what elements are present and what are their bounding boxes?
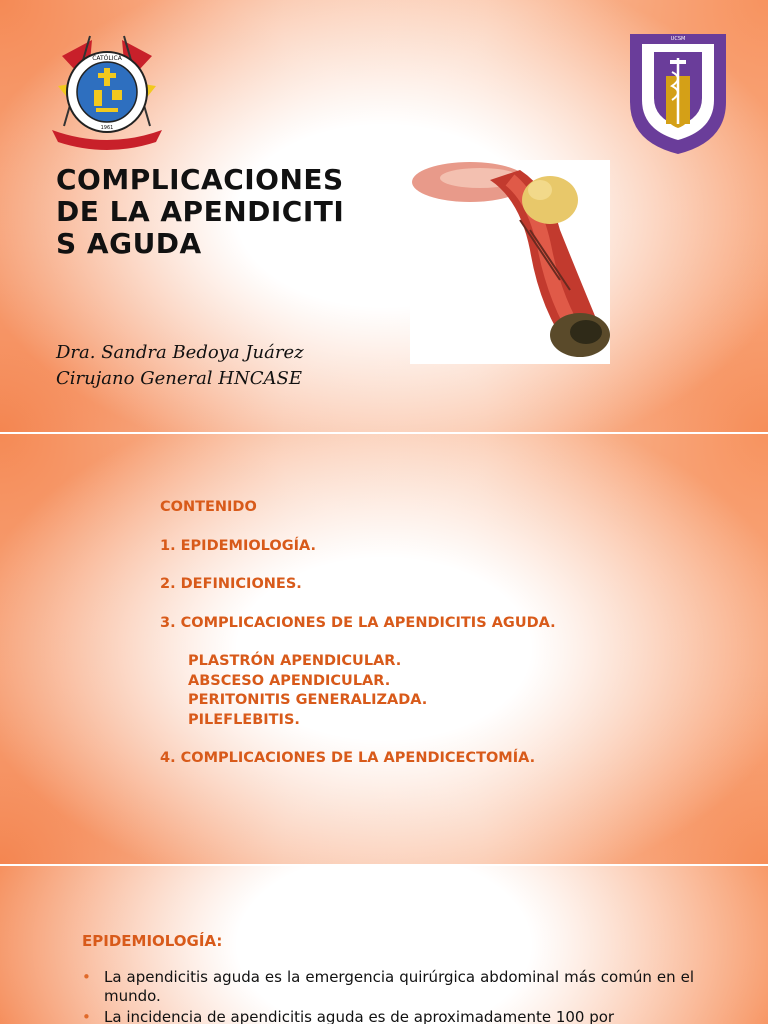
shield-top-text: UCSM xyxy=(670,36,686,42)
bullet-icon: • xyxy=(82,1008,91,1024)
list-item xyxy=(82,1008,694,1024)
toc-item: 1. EPIDEMIOLOGÍA. xyxy=(160,537,317,554)
university-crest-logo xyxy=(44,26,170,154)
toc-subitem: PILEFLEBITIS. xyxy=(188,711,300,728)
toc-subitem: PLASTRÓN APENDICULAR. xyxy=(188,653,402,669)
appendix-illustration xyxy=(410,160,610,364)
toc-heading: CONTENIDO xyxy=(160,499,257,515)
title-slide xyxy=(0,0,768,432)
toc-subitem: ABSCESO APENDICULAR. xyxy=(188,672,391,689)
epidemiology-slide xyxy=(0,866,768,1024)
author-role: Cirujano General HNCASE xyxy=(56,368,302,389)
bullet-text: La apendicitis aguda es la emergencia quirúrgica abdominal más común en el mundo. xyxy=(104,968,694,1005)
bullet-list xyxy=(82,968,694,1024)
table-of-contents xyxy=(160,498,556,769)
bullet-text: La incidencia de apendicitis aguda es de aproximadamente 100 por xyxy=(104,1008,615,1024)
toc-item: 2. DEFINICIONES. xyxy=(160,576,302,592)
crest-top-text: CATÓLICA xyxy=(92,55,122,62)
slide-title: COMPLICACIONES DE LA APENDICITIS AGUDA xyxy=(56,163,345,260)
toc-subitem: PERITONITIS GENERALIZADA. xyxy=(188,692,428,708)
author-name: Dra. Sandra Bedoya Juárez xyxy=(56,342,304,363)
contents-slide xyxy=(0,434,768,864)
section-heading: EPIDEMIOLOGÍA: xyxy=(82,932,223,950)
crest-year-text: 1961 xyxy=(100,125,114,131)
toc-item: 4. COMPLICACIONES DE LA APENDICECTOMÍA. xyxy=(160,750,536,766)
toc-item: 3. COMPLICACIONES DE LA APENDICITIS AGUDA. xyxy=(160,614,556,631)
list-item xyxy=(82,968,694,1006)
author-block xyxy=(56,340,304,392)
bullet-icon: • xyxy=(82,968,91,986)
medicine-faculty-shield-logo xyxy=(628,32,728,156)
